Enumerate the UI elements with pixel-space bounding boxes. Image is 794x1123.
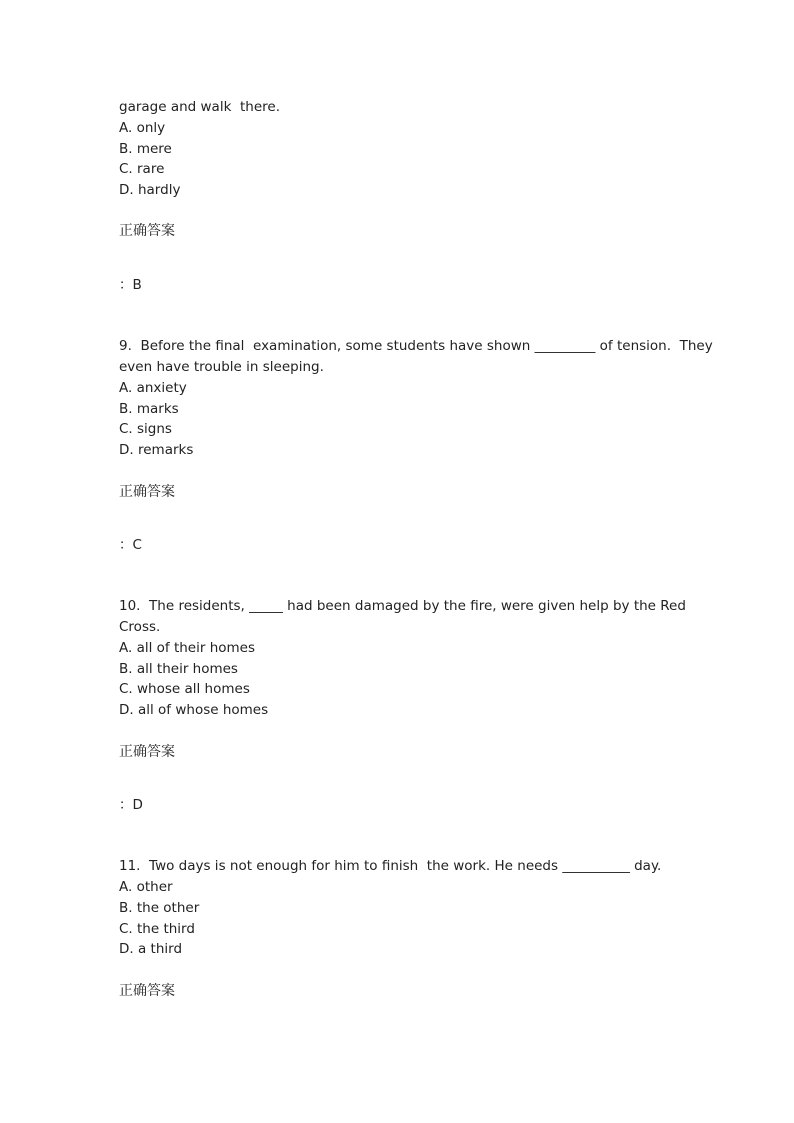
- question-8-option-a: A. only: [119, 120, 166, 136]
- question-10-stem-line-1: 10. The residents, _____ had been damaged by the fire, were given help by the Red: [119, 598, 686, 614]
- question-11-option-d: D. a third: [119, 941, 183, 957]
- question-8-answer-heading: 正确答案: [119, 223, 175, 239]
- question-11-answer-heading: 正确答案: [119, 983, 175, 999]
- question-9-option-b: B. marks: [119, 401, 179, 417]
- question-9-stem-line-2: even have trouble in sleeping.: [119, 359, 324, 375]
- question-10-answer: ：D: [119, 797, 143, 813]
- question-10-stem-line-2: Cross.: [119, 619, 161, 635]
- question-8-stem-continuation: garage and walk there.: [119, 99, 280, 115]
- question-8-answer: ：B: [119, 277, 142, 293]
- question-10-option-b: B. all their homes: [119, 661, 238, 677]
- question-10-option-a: A. all of their homes: [119, 640, 256, 656]
- question-9-option-a: A. anxiety: [119, 380, 187, 396]
- question-11-option-b: B. the other: [119, 900, 200, 916]
- question-10-option-c: C. whose all homes: [119, 681, 250, 697]
- question-11-option-c: C. the third: [119, 921, 195, 937]
- question-9-option-c: C. signs: [119, 421, 172, 437]
- question-10-answer-heading: 正确答案: [119, 744, 175, 760]
- question-8-option-c: C. rare: [119, 161, 165, 177]
- question-9-answer: ：C: [119, 537, 142, 553]
- question-10-option-d: D. all of whose homes: [119, 702, 269, 718]
- question-9-answer-heading: 正确答案: [119, 484, 175, 500]
- question-11-stem-line-1: 11. Two days is not enough for him to finish the work. He needs __________ day.: [119, 858, 662, 874]
- question-8-option-b: B. mere: [119, 141, 172, 157]
- question-8-option-d: D. hardly: [119, 182, 181, 198]
- question-11-option-a: A. other: [119, 879, 173, 895]
- question-9-option-d: D. remarks: [119, 442, 194, 458]
- question-9-stem-line-1: 9. Before the final examination, some students have shown _________ of tension. They: [119, 338, 713, 354]
